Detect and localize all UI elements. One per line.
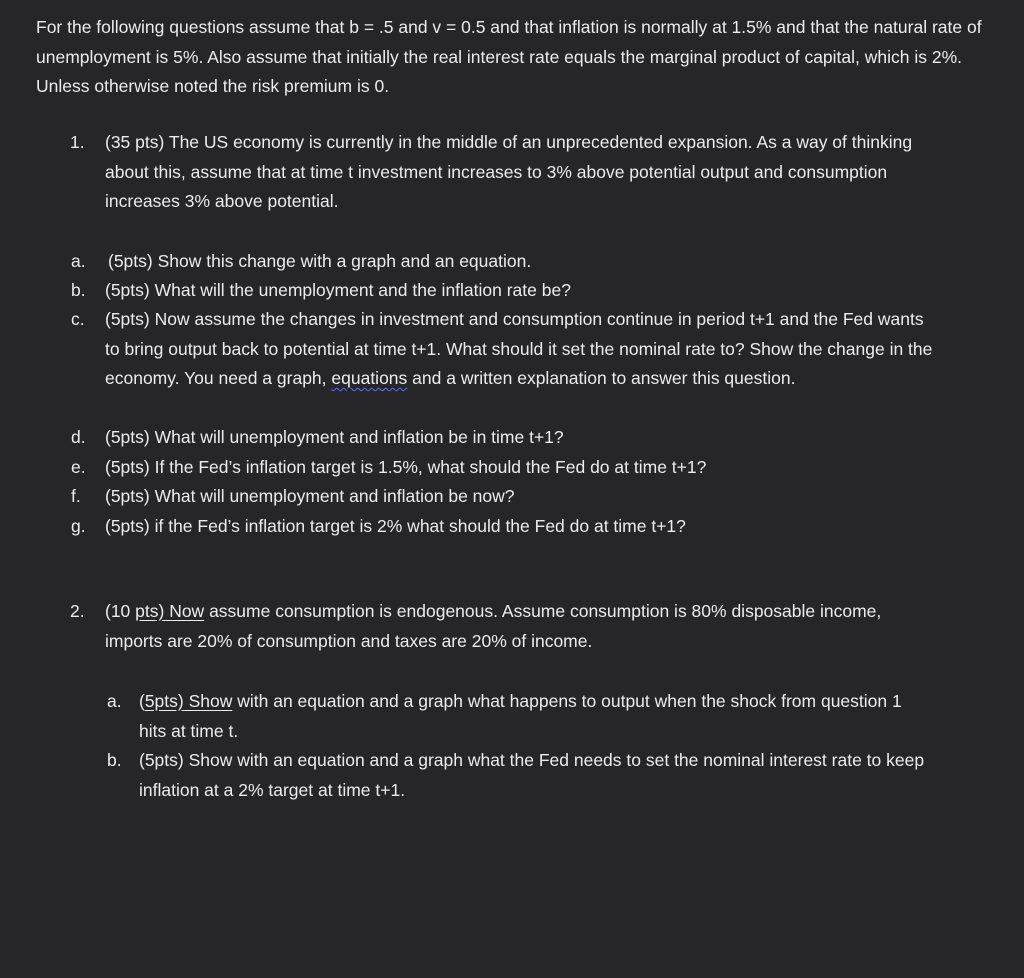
- q1e-label: e.: [71, 457, 86, 477]
- q2a-text: [139, 687, 929, 746]
- q1c-equations-underlined: equations: [331, 368, 408, 388]
- q1f-text: (5pts) What will unemployment and inflation be now?: [105, 486, 515, 506]
- q2b-label: b.: [107, 750, 122, 770]
- q1b-label: b.: [71, 280, 86, 300]
- q2a-text-open: (: [139, 691, 145, 711]
- q1d-text: (5pts) What will unemployment and inflation be in time t+1?: [105, 427, 564, 447]
- q2-number: 2.: [70, 601, 85, 621]
- q2-text-open: (10: [105, 601, 136, 621]
- q2b-text: (5pts) Show with an equation and a graph what the Fed needs to set the nominal interest rate to keep inflation at a 2% target at time t+1.: [139, 750, 925, 800]
- q1a-text: (5pts) Show this change with a graph and an equation.: [108, 251, 532, 271]
- q1e-text: (5pts) If the Fed’s inflation target is 1.5%, what should the Fed do at time t+1?: [105, 457, 707, 477]
- q1c-label: c.: [71, 309, 85, 329]
- q2-text-rest: assume consumption is endogenous. Assume consumption is 80% disposable income, imports are 20% of consumption and taxes are 20% of income.: [105, 601, 882, 651]
- q1c-text-before: (5pts) Now assume the changes in investment and consumption continue in period t+1 and the Fed wants to bring output back to potential at time t+1. What should it set the nominal rate to? Show the change in the economy. You need a graph,: [105, 309, 933, 388]
- q2-text: [105, 597, 935, 656]
- intro-paragraph: For the following questions assume that b = .5 and v = 0.5 and that inflation is normally at 1.5% and that the natural rate of unemployment is 5%. Also assume that initially the real interest rate equals the marginal product of capital, which is 2%. Unless otherwise noted the risk premium is 0.: [36, 17, 982, 96]
- q1g-label: g.: [71, 516, 86, 536]
- q2a-label: a.: [107, 691, 122, 711]
- q1-number: 1.: [70, 132, 85, 152]
- q1f-label: f.: [71, 486, 81, 506]
- q1-text: (35 pts) The US economy is currently in the middle of an unprecedented expansion. As a way of thinking about this, assume that at time t investment increases to 3% above potential output and consumption increases 3% above potential.: [105, 132, 913, 211]
- q1d-label: d.: [71, 427, 86, 447]
- q1g-text: (5pts) if the Fed’s inflation target is 2% what should the Fed do at time t+1?: [105, 516, 686, 536]
- q1b-text: (5pts) What will the unemployment and the inflation rate be?: [105, 280, 571, 300]
- q1a-label: a.: [71, 251, 86, 271]
- q2-text-underlined: pts) Now: [135, 601, 205, 621]
- q1c-text: [105, 305, 935, 394]
- q1c-text-after: and a written explanation to answer this question.: [407, 368, 796, 388]
- q2a-text-rest: with an equation and a graph what happens to output when the shock from question 1 hits at time t.: [139, 691, 902, 741]
- q2a-text-underlined: 5pts) Show: [144, 691, 233, 711]
